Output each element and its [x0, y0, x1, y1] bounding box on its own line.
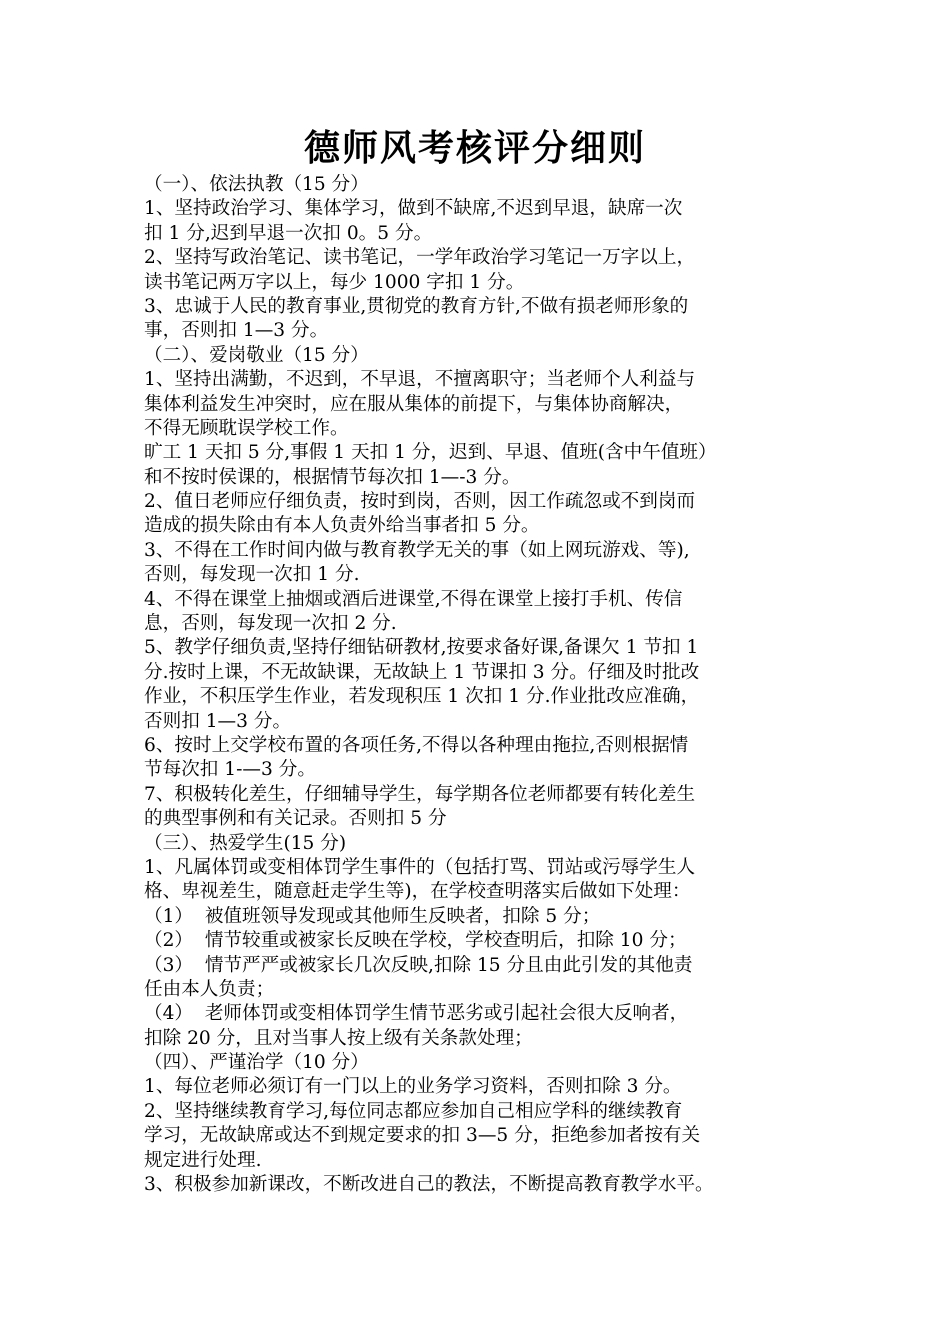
document-line: 旷工 1 天扣 5 分,事假 1 天扣 1 分，迟到、早退、值班(含中午值班）: [144, 442, 717, 464]
document-title: 德师风考核评分细则: [303, 128, 646, 169]
document-line: 3、不得在工作时间内做与教育教学无关的事（如上网玩游戏、等),: [144, 539, 690, 561]
document-line: 集体利益发生冲突时，应在服从集体的前提下，与集体协商解决，: [144, 393, 684, 415]
document-line: 扣 1 分,迟到早退一次扣 0。5 分。: [144, 222, 433, 244]
document-line: 1、每位老师必须订有一门以上的业务学习资料，否则扣除 3 分。: [144, 1076, 682, 1098]
document-line: 事，否则扣 1—3 分。: [144, 320, 329, 342]
document-line: 3、忠诚于人民的教育事业,贯彻党的教育方针,不做有损老师形象的: [144, 295, 689, 317]
document-line: 扣除 20 分，且对当事人按上级有关条款处理；: [144, 1027, 533, 1049]
document-line: （四）、严谨治学（10 分）: [144, 1052, 369, 1074]
document-line: 规定进行处理.: [144, 1149, 262, 1171]
document-line: 4、不得在课堂上抽烟或酒后进课堂,不得在课堂上接打手机、传信: [144, 588, 683, 610]
document-line: 学习，无故缺席或达不到规定要求的扣 3—5 分，拒绝参加者按有关: [144, 1125, 701, 1147]
document-line: （二）、爱岗敬业（15 分）: [144, 344, 369, 366]
document-line: （3） 情节严严或被家长几次反映,扣除 15 分且由此引发的其他责: [144, 954, 693, 976]
document-line: 分.按时上课，不无故缺课，无故缺上 1 节课扣 3 分。仔细及时批改: [144, 661, 700, 683]
document-line: 7、积极转化差生，仔细辅导学生，每学期各位老师都要有转化差生: [144, 783, 696, 805]
document-line: 5、教学仔细负责,坚持仔细钻研教材,按要求备好课,备课欠 1 节扣 1: [144, 637, 699, 659]
document-line: 格、卑视差生，随意赶走学生等)，在学校查明落实后做如下处理：: [144, 881, 691, 903]
document-line: （三）、热爱学生(15 分): [144, 832, 347, 854]
document-line: 1、凡属体罚或变相体罚学生事件的（包括打骂、罚站或污辱学生人: [144, 856, 696, 878]
document-line: 读书笔记两万字以上，每少 1000 字扣 1 分。: [144, 271, 525, 293]
document-body: [144, 173, 830, 1197]
document-line: 造成的损失除由有本人负责外给当事者扣 5 分。: [144, 515, 540, 537]
document-line: 作业，不积压学生作业，若发现积压 1 次扣 1 分.作业批改应准确，: [144, 686, 700, 708]
document-line: 的典型事例和有关记录。否则扣 5 分: [144, 808, 447, 830]
document-line: 和不按时侯课的，根据情节每次扣 1—-3 分。: [144, 466, 521, 488]
document-line: 2、值日老师应仔细负责，按时到岗，否则，因工作疏忽或不到岗而: [144, 491, 696, 513]
document-line: 否则扣 1—3 分。: [144, 710, 292, 732]
document-line: 2、坚持写政治笔记、读书笔记，一学年政治学习笔记一万字以上，: [144, 247, 696, 269]
document-line: 1、坚持出满勤，不迟到，不早退，不擅离职守；当老师个人利益与: [144, 369, 696, 391]
document-line: （4） 老师体罚或变相体罚学生情节恶劣或引起社会很大反响者，: [144, 1003, 689, 1025]
document-line: （2） 情节较重或被家长反映在学校，学校查明后，扣除 10 分；: [144, 930, 687, 952]
document-line: （1） 被值班领导发现或其他师生反映者，扣除 5 分；: [144, 905, 601, 927]
document-line: 1、坚持政治学习、集体学习，做到不缺席,不迟到早退，缺席一次: [144, 198, 683, 220]
document-line: 2、坚持继续教育学习,每位同志都应参加自己相应学科的继续教育: [144, 1100, 683, 1122]
document-line: （一）、依法执教（15 分）: [144, 174, 369, 195]
document-line: 否则，每发现一次扣 1 分.: [144, 564, 360, 586]
document-line: 节每次扣 1-—3 分。: [144, 759, 316, 781]
document-line: 3、积极参加新课改，不断改进自己的教法，不断提高教育教学水平。: [144, 1174, 714, 1196]
document-line: 息，否则，每发现一次扣 2 分.: [144, 613, 397, 635]
document-line: 任由本人负责；: [144, 978, 275, 1000]
document-line: 6、按时上交学校布置的各项任务,不得以各种理由拖拉,否则根据情: [144, 734, 689, 756]
document-line: 不得无顾耽误学校工作。: [144, 417, 349, 439]
